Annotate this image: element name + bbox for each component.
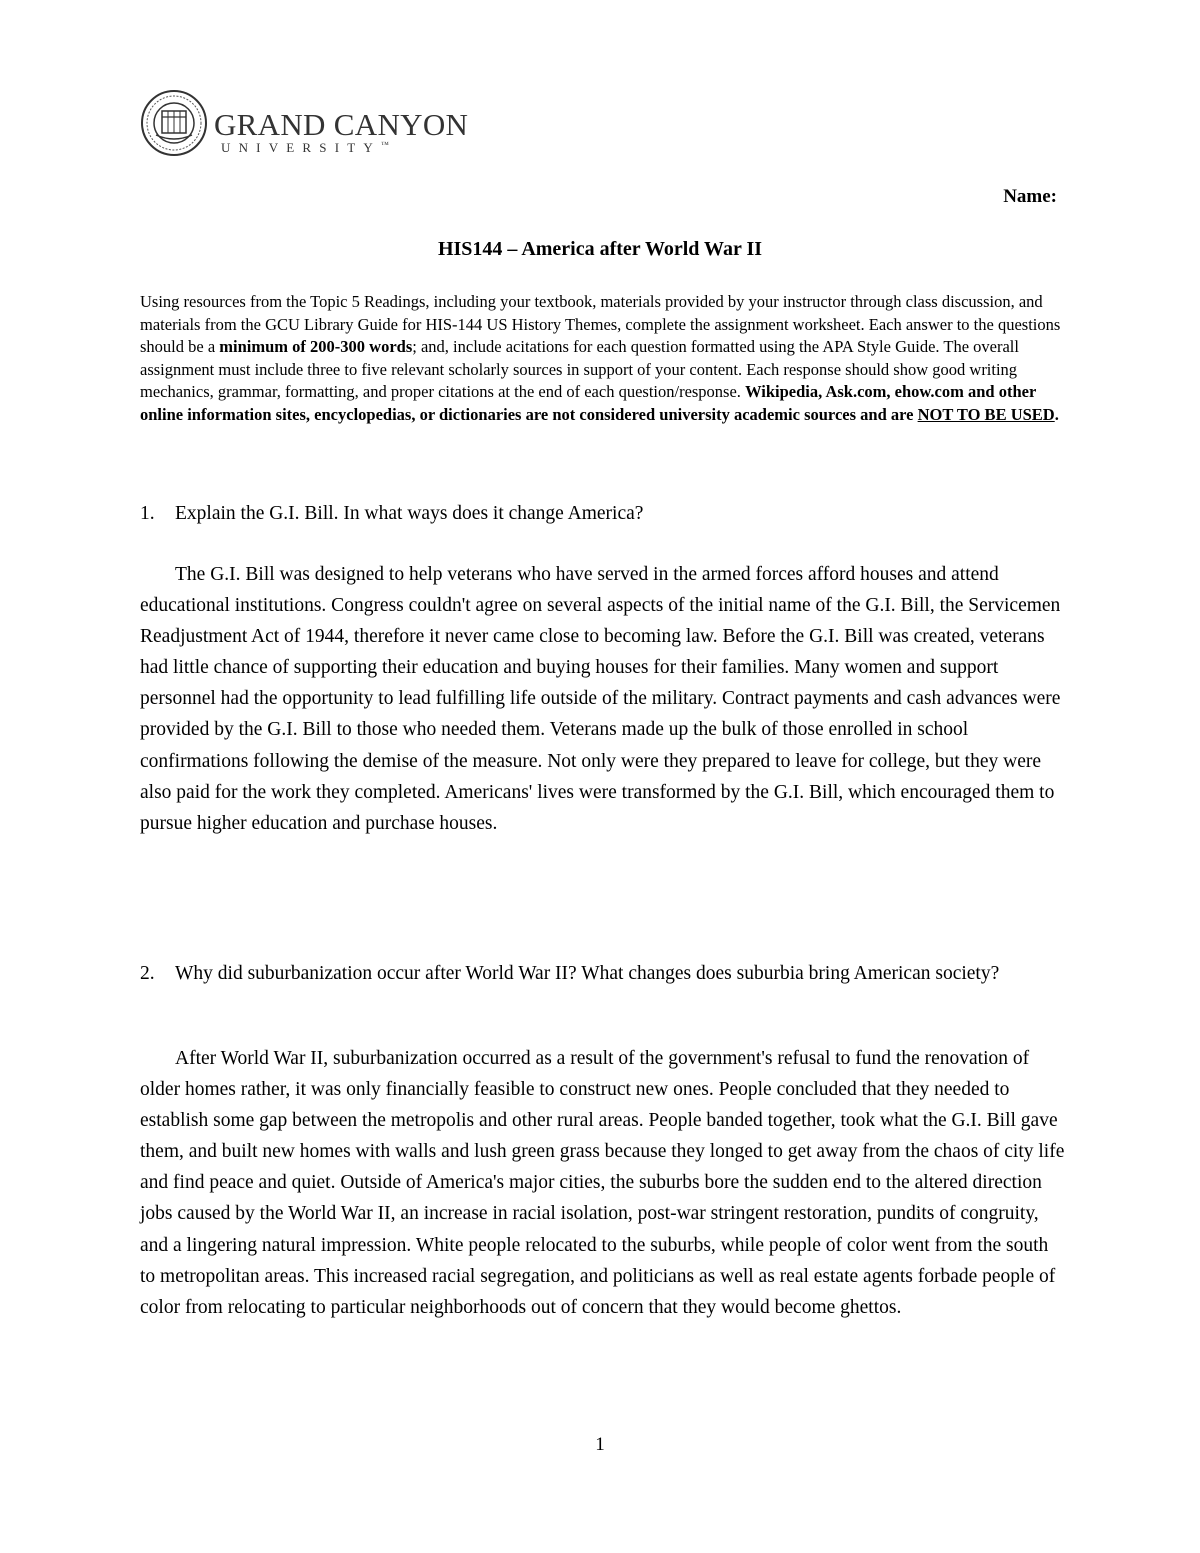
logo-trademark: ™: [381, 140, 389, 149]
instructions-not-to-be-used: NOT TO BE USED: [917, 404, 1055, 424]
university-logo: [140, 89, 469, 159]
instructions-text-1: Using resources from the Topic 5 Readings, including your textbook, materials provided by your instructor through class discussion, and materials from the GCU Library Guide for HIS-144 US History Themes, complete the assignment worksheet. Each answer to the questions should be a: [140, 292, 1061, 357]
name-label: Name:: [1003, 186, 1057, 207]
logo-subname: [221, 141, 389, 154]
page-title: HIS144 – America after World War II: [437, 238, 763, 260]
question-2: [140, 959, 1060, 989]
question-number: 2.: [140, 963, 155, 984]
logo-subname-text: UNIVERSITY: [221, 140, 381, 155]
question-text: Explain the G.I. Bill. In what ways does it change America?: [175, 503, 644, 524]
instructions-word-count: minimum of 200-300 words: [219, 337, 413, 357]
instructions-sources-warning: Wikipedia, Ask.com, ehow.com and other online information sites, encyclopedias, or dictionaries are not considered university academic sources and are: [140, 382, 1036, 424]
logo-name: GRAND CANYON: [214, 107, 469, 142]
assignment-instructions: [140, 291, 1065, 427]
question-text: Why did suburbanization occur after World War II? What changes does suburbia bring American society?: [175, 963, 1000, 984]
question-number: 1.: [140, 503, 155, 524]
answer-1: The G.I. Bill was designed to help veterans who have served in the armed forces afford houses and attend educational institutions. Congress couldn't agree on several aspects of the initial name of the G.I. Bill, the Servicemen Readjustment Act of 1944, therefore it never came close to becoming law. Before the G.I. Bill was created, veterans had little chance of supporting their education and buying houses for their families. Many women and support personnel had the opportunity to lead fulfilling life outside of the military. Contract payments and cash advances were provided by the G.I. Bill to those who needed them. Veterans made up the bulk of those enrolled in school confirmations following the demise of the measure. Not only were they prepared to leave for college, but they were also paid for the work they completed. Americans' lives were transformed by the G.I. Bill, which encouraged them to pursue higher education and purchase houses.: [140, 564, 1061, 834]
page-number: 1: [595, 1434, 605, 1455]
instructions-text-2: ; and, include acitations for each question formatted using the APA Style Guide. The overall assignment must include three to five relevant scholarly sources in support of your content. Each response should show good writing mechanics, grammar, formatting, and proper citations at the end of each question/response.: [140, 337, 1019, 402]
answer-2: After World War II, suburbanization occurred as a result of the government's refusal to fund the renovation of older homes rather, it was only financially feasible to construct new ones. People concluded that they needed to establish some gap between the metropolis and other rural areas. People banded together, took what the G.I. Bill gave them, and built new homes with walls and lush green grass because they longed to get away from the chaos of city life and find peace and quiet. Outside of America's major cities, the suburbs bore the sudden end to the altered direction jobs caused by the World War II, an increase in racial isolation, post-war stringent restoration, pundits of congruity, and a lingering natural impression. White people relocated to the suburbs, while people of color went from the south to metropolitan areas. This increased racial segregation, and politicians as well as real estate agents forbade people of color from relocating to particular neighborhoods out of concern that they would become ghettos.: [140, 1048, 1065, 1318]
instructions-period: .: [1054, 404, 1059, 424]
question-1: [140, 499, 1060, 529]
university-seal-icon: [140, 89, 208, 157]
